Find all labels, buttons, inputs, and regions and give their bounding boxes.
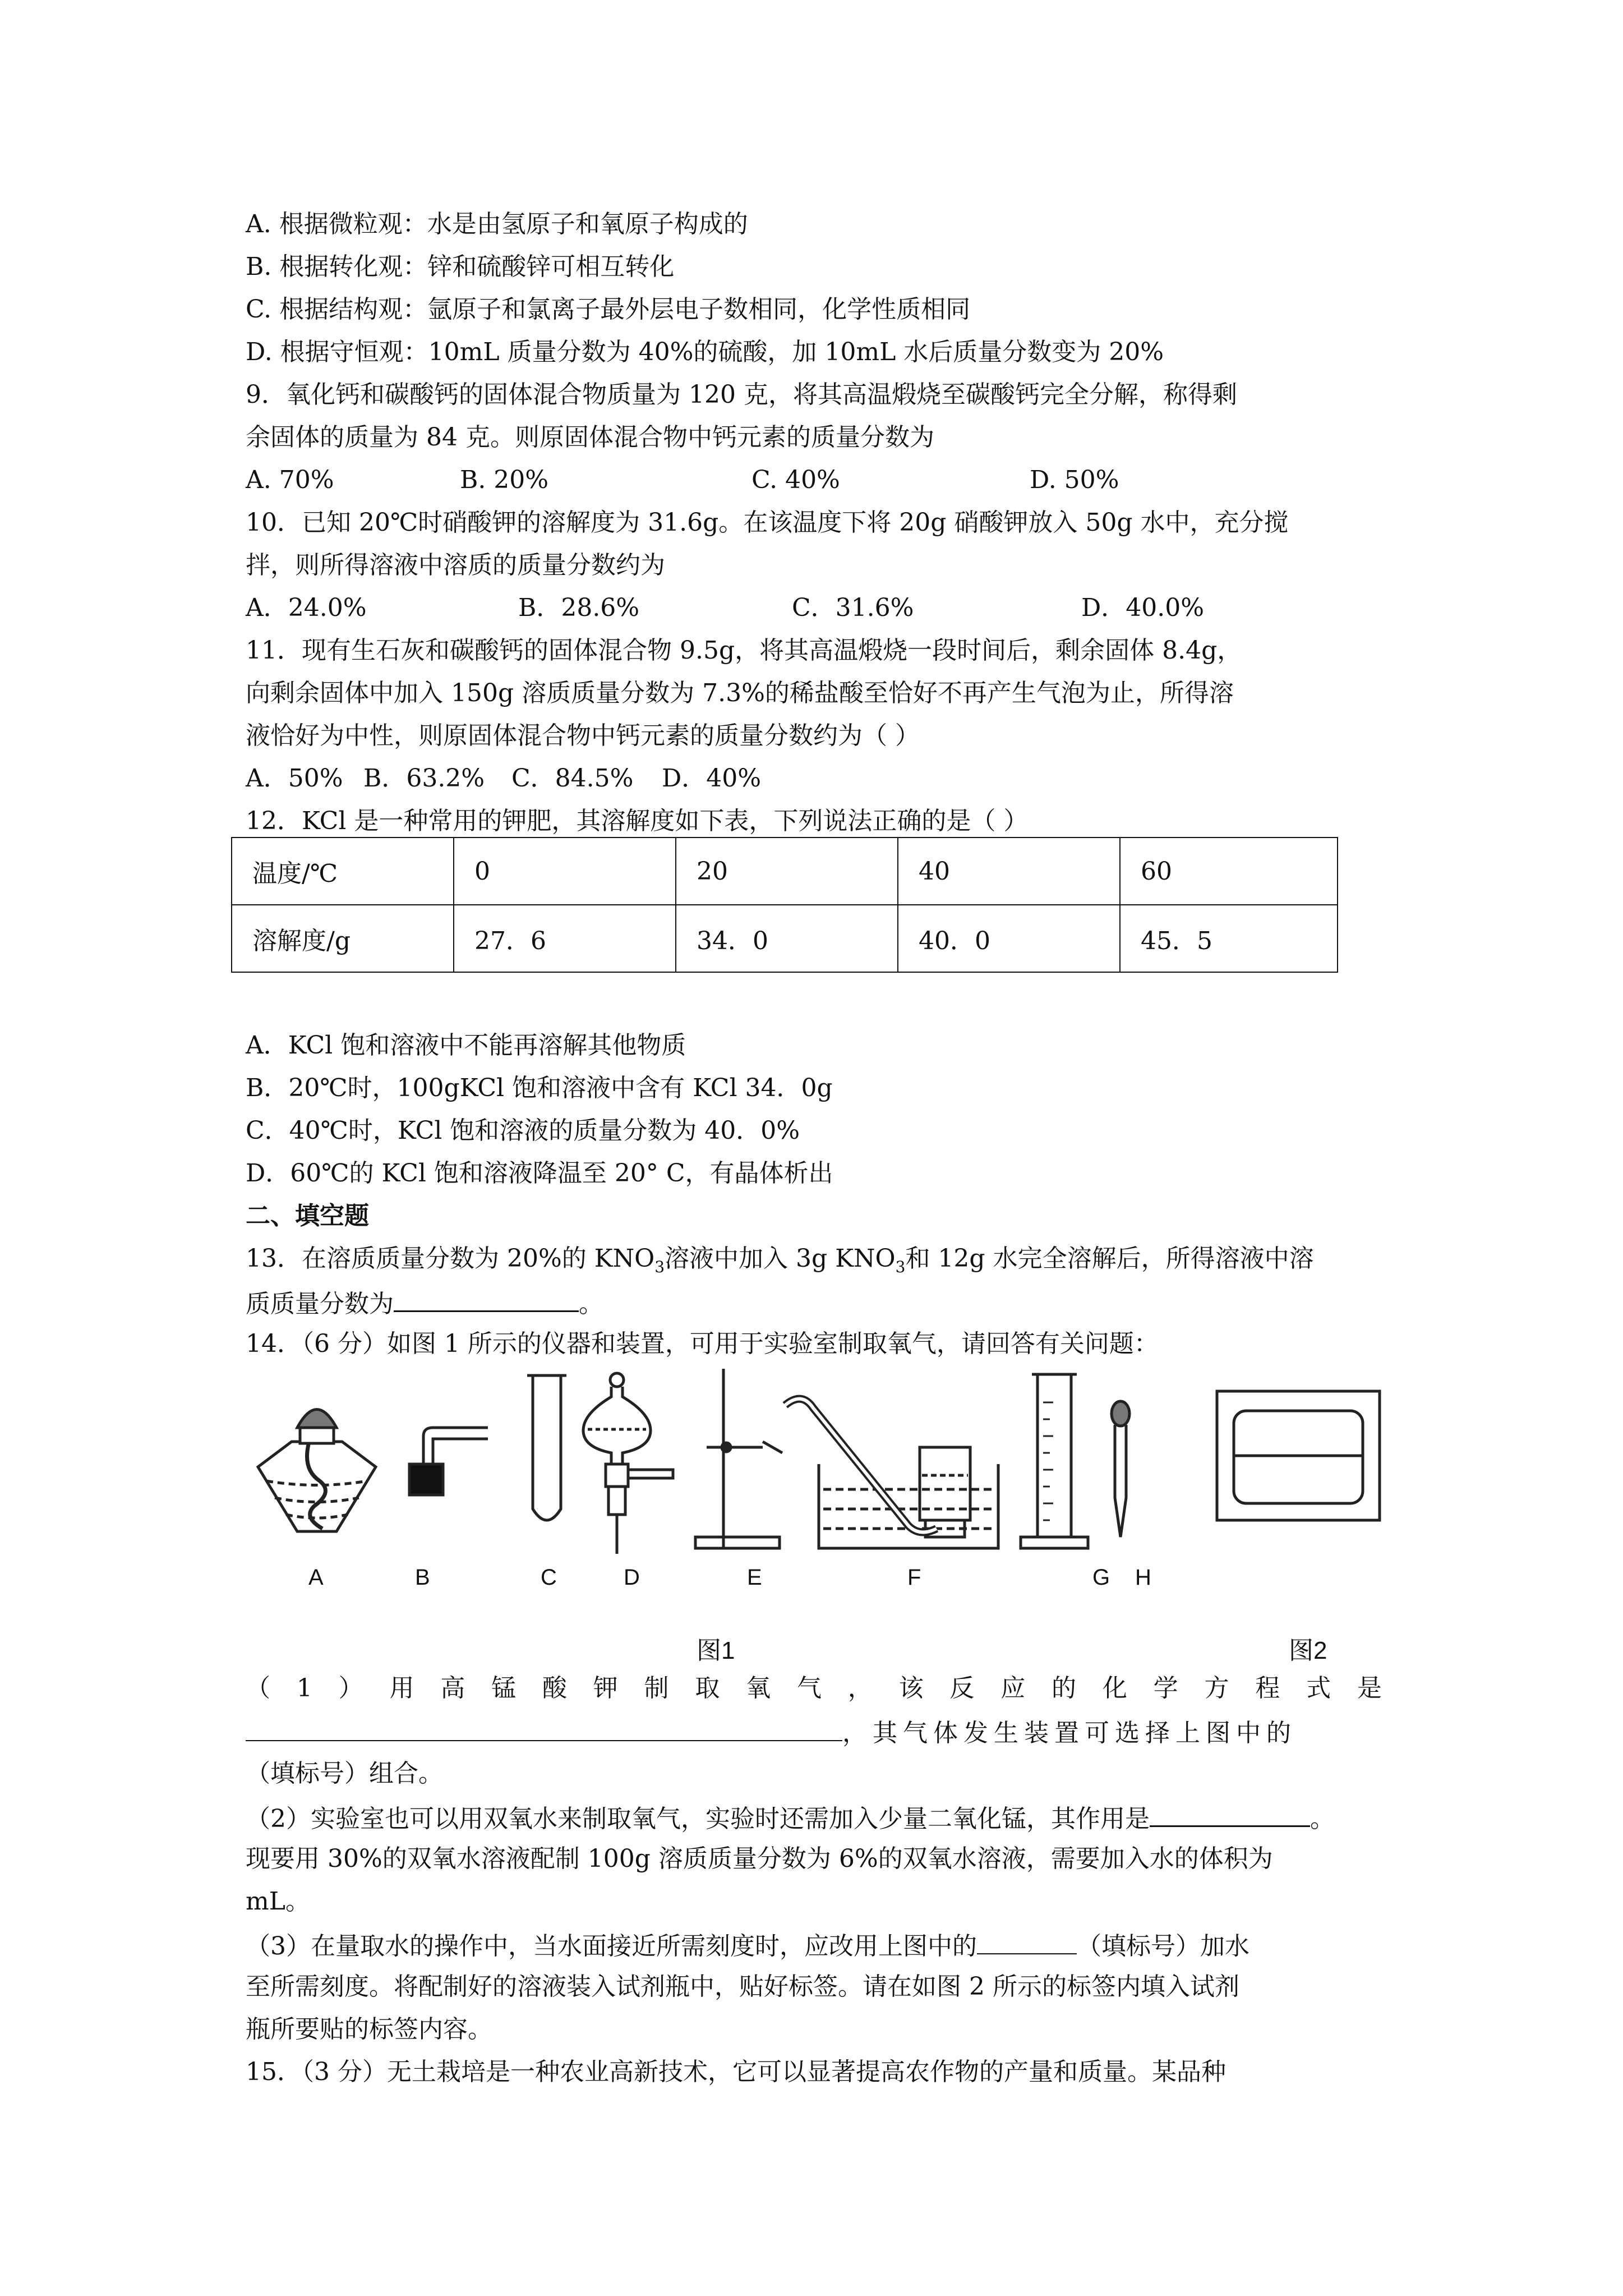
table-cell: 34．0 (676, 905, 898, 972)
test-tube-icon (527, 1375, 566, 1520)
q14-part2-line3: mL。 (246, 1887, 310, 1916)
dropper-icon (1112, 1401, 1129, 1537)
table-cell: 0 (454, 838, 676, 905)
q9-stem-line1: 9．氧化钙和碳酸钙的固体混合物质量为 120 克，将其高温煅烧至碳酸钙完全分解，称得剩 (246, 380, 1237, 409)
q14-part1-token: ） (338, 1674, 363, 1703)
solubility-table (231, 837, 1338, 973)
table-cell: 溶解度/g (232, 905, 454, 972)
table-cell: 20 (676, 838, 898, 905)
q12-option-d: D．60℃的 KCl 饱和溶液降温至 20° C，有晶体析出 (246, 1159, 833, 1188)
fig-label: D (624, 1565, 640, 1590)
q10-option-c: C．31.6% (792, 593, 914, 622)
fig-label: G (1092, 1565, 1110, 1590)
separatory-funnel-icon (583, 1373, 673, 1554)
q9-option-b: B. 20% (460, 466, 549, 494)
fig-label: E (747, 1565, 762, 1590)
q14-part1-token: 式 (1306, 1674, 1331, 1703)
q8-option-d: D. 根据守恒观：10mL 质量分数为 40%的硫酸，加 10mL 水后质量分数变为 20% (246, 338, 1164, 366)
q9-stem-line2: 余固体的质量为 84 克。则原固体混合物中钙元素的质量分数为 (246, 423, 934, 452)
q11-option-b: B．63.2% (363, 764, 485, 793)
q12-option-a: A．KCl 饱和溶液中不能再溶解其他物质 (246, 1031, 686, 1060)
q14-part1-token: 取 (695, 1674, 720, 1703)
q15-stem: 15．（3 分）无土栽培是一种农业高新技术，它可以显著提高农作物的产量和质量。某品种 (246, 2058, 1226, 2086)
table-cell: 60 (1120, 838, 1338, 905)
q8-option-c: C. 根据结构观：氩原子和氯离子最外层电子数相同，化学性质相同 (246, 295, 971, 324)
q14-part1-token: （ (246, 1674, 270, 1703)
answer-blank[interactable] (394, 1285, 579, 1312)
q13-stem-line2 (246, 1285, 603, 1321)
q8-option-b: B. 根据转化观：锌和硫酸锌可相互转化 (246, 252, 675, 281)
answer-blank[interactable] (1150, 1800, 1310, 1827)
q14-part1-token: 反 (949, 1674, 975, 1703)
q13-text: 。 (579, 1290, 603, 1318)
q14-part1-token: 1 (296, 1674, 312, 1703)
q9-option-a: A. 70% (246, 466, 334, 494)
q11-stem-line3: 液恰好为中性，则原固体混合物中钙元素的质量分数约为（ ） (246, 721, 920, 750)
q14-part1-line3: （填标号）组合。 (246, 1759, 443, 1788)
q14-part1-token: 用 (389, 1674, 414, 1703)
q10-option-b: B．28.6% (518, 593, 640, 622)
fig-label: A (308, 1565, 324, 1590)
q14-part1-token: 酸 (542, 1674, 567, 1703)
q13-text: 溶液中加入 3g KNO (665, 1244, 896, 1273)
q14-text: （填标号）加水 (1077, 1932, 1249, 1961)
q14-part1-token: 制 (644, 1674, 669, 1703)
q14-part3-line2: 至所需刻度。将配制好的溶液装入试剂瓶中，贴好标签。请在如图 2 所示的标签内填入试剂 (246, 1972, 1239, 2001)
q13-stem-line1 (246, 1242, 1314, 1284)
q12-option-c: C．40℃时，KCl 饱和溶液的质量分数为 40．0% (246, 1116, 800, 1145)
table-cell: 温度/℃ (232, 838, 454, 905)
subscript: 3 (654, 1257, 665, 1276)
q14-part1-token: 的 (1052, 1674, 1076, 1703)
q14-part1-token: 氧 (746, 1674, 771, 1703)
reagent-label-icon (1217, 1391, 1380, 1520)
q14-part1-token: 高 (440, 1674, 465, 1703)
q11-option-c: C．84.5% (511, 764, 634, 793)
table-row (232, 905, 1338, 972)
answer-blank[interactable] (977, 1927, 1077, 1954)
section-title: 二、填空题 (246, 1202, 369, 1230)
q12-option-b: B．20℃时，100gKCl 饱和溶液中含有 KCl 34．0g (246, 1074, 833, 1102)
q14-stem: 14．（6 分）如图 1 所示的仪器和装置，可用于实验室制取氧气，请回答有关问题： (246, 1329, 1159, 1358)
table-cell: 40 (898, 838, 1120, 905)
q9-option-d: D. 50% (1030, 466, 1119, 494)
q14-part1-token: 气 (796, 1674, 822, 1703)
q8-option-a: A. 根据微粒观：水是由氢原子和氧原子构成的 (246, 210, 748, 238)
q13-text: 和 12g 水完全溶解后，所得溶液中溶 (905, 1244, 1314, 1273)
table-cell: 45．5 (1120, 905, 1338, 972)
q14-part1-token: 锰 (491, 1674, 517, 1703)
subscript: 3 (895, 1257, 906, 1276)
q14-part2-line2: 现要用 30%的双氧水溶液配制 100g 溶质质量分数为 6%的双氧水溶液，需要加入水的体积为 (246, 1844, 1273, 1873)
water-trough-icon (785, 1399, 998, 1548)
fig-label: H (1135, 1565, 1151, 1590)
stopper-tube-icon (409, 1428, 488, 1495)
q10-stem-line2: 拌，则所得溶液中溶质的质量分数约为 (246, 551, 665, 579)
q14-text: （3）在量取水的操作中，当水面接近所需刻度时，应改用上图中的 (246, 1932, 977, 1961)
q9-option-c: C. 40% (751, 466, 840, 494)
fig-label: F (907, 1565, 921, 1590)
q14-part3-line3: 瓶所要贴的标签内容。 (246, 2015, 492, 2044)
q11-stem-line2: 向剩余固体中加入 150g 溶质质量分数为 7.3%的稀盐酸至恰好不再产生气泡为止，所得溶 (246, 679, 1234, 707)
q13-text: 13．在溶质质量分数为 20%的 KNO (246, 1244, 655, 1273)
q14-part1-token: 应 (1000, 1674, 1026, 1703)
q14-part1-token: 是 (1357, 1674, 1382, 1703)
table-cell: 27．6 (454, 905, 676, 972)
q14-part3-line1 (246, 1927, 1249, 1963)
q14-part2-line1 (246, 1800, 1335, 1836)
q14-part1-token: ， (847, 1674, 873, 1703)
figure-1-caption: 图1 (697, 1637, 735, 1664)
q14-part1-line1 (246, 1672, 1382, 1705)
q10-option-a: A．24.0% (246, 593, 367, 622)
q10-option-d: D．40.0% (1081, 593, 1205, 622)
q11-option-d: D．40% (662, 764, 762, 793)
q14-text: （2）实验室也可以用双氧水来制取氧气，实验时还需加入少量二氧化锰，其作用是 (246, 1805, 1150, 1833)
figure-2-caption: 图2 (1289, 1637, 1327, 1664)
iron-stand-icon (695, 1369, 782, 1548)
q14-part1-token: 学 (1153, 1674, 1178, 1703)
apparatus-figure (224, 1369, 1424, 1672)
q12-stem: 12．KCl 是一种常用的钾肥，其溶解度如下表，下列说法正确的是（ ） (246, 807, 1029, 835)
q13-text: 质质量分数为 (246, 1290, 394, 1318)
q14-part1-token: 该 (898, 1674, 924, 1703)
table-row (232, 838, 1338, 905)
q14-part1-line2 (246, 1714, 1297, 1750)
alcohol-lamp-icon (258, 1410, 376, 1532)
fig-label: C (541, 1565, 557, 1590)
q10-stem-line1: 10．已知 20℃时硝酸钾的溶解度为 31.6g。在该温度下将 20g 硝酸钾放入 50g 水中，充分搅 (246, 508, 1289, 537)
q11-stem-line1: 11．现有生石灰和碳酸钙的固体混合物 9.5g，将其高温煅烧一段时间后，剩余固体 8.4g， (246, 636, 1242, 665)
fig-label: B (415, 1565, 430, 1590)
q14-part1-token: 程 (1255, 1674, 1280, 1703)
q11-option-a: A．50% (246, 764, 343, 793)
answer-blank[interactable] (246, 1714, 842, 1741)
q14-part1-token: 钾 (593, 1674, 618, 1703)
graduated-cylinder-icon (1021, 1374, 1088, 1548)
q14-text: ，其气体发生装置可选择上图中的 (842, 1719, 1297, 1747)
q14-part1-token: 方 (1204, 1674, 1229, 1703)
table-cell: 40．0 (898, 905, 1120, 972)
q14-part1-token: 化 (1102, 1674, 1127, 1703)
q14-text: 。 (1310, 1805, 1335, 1833)
